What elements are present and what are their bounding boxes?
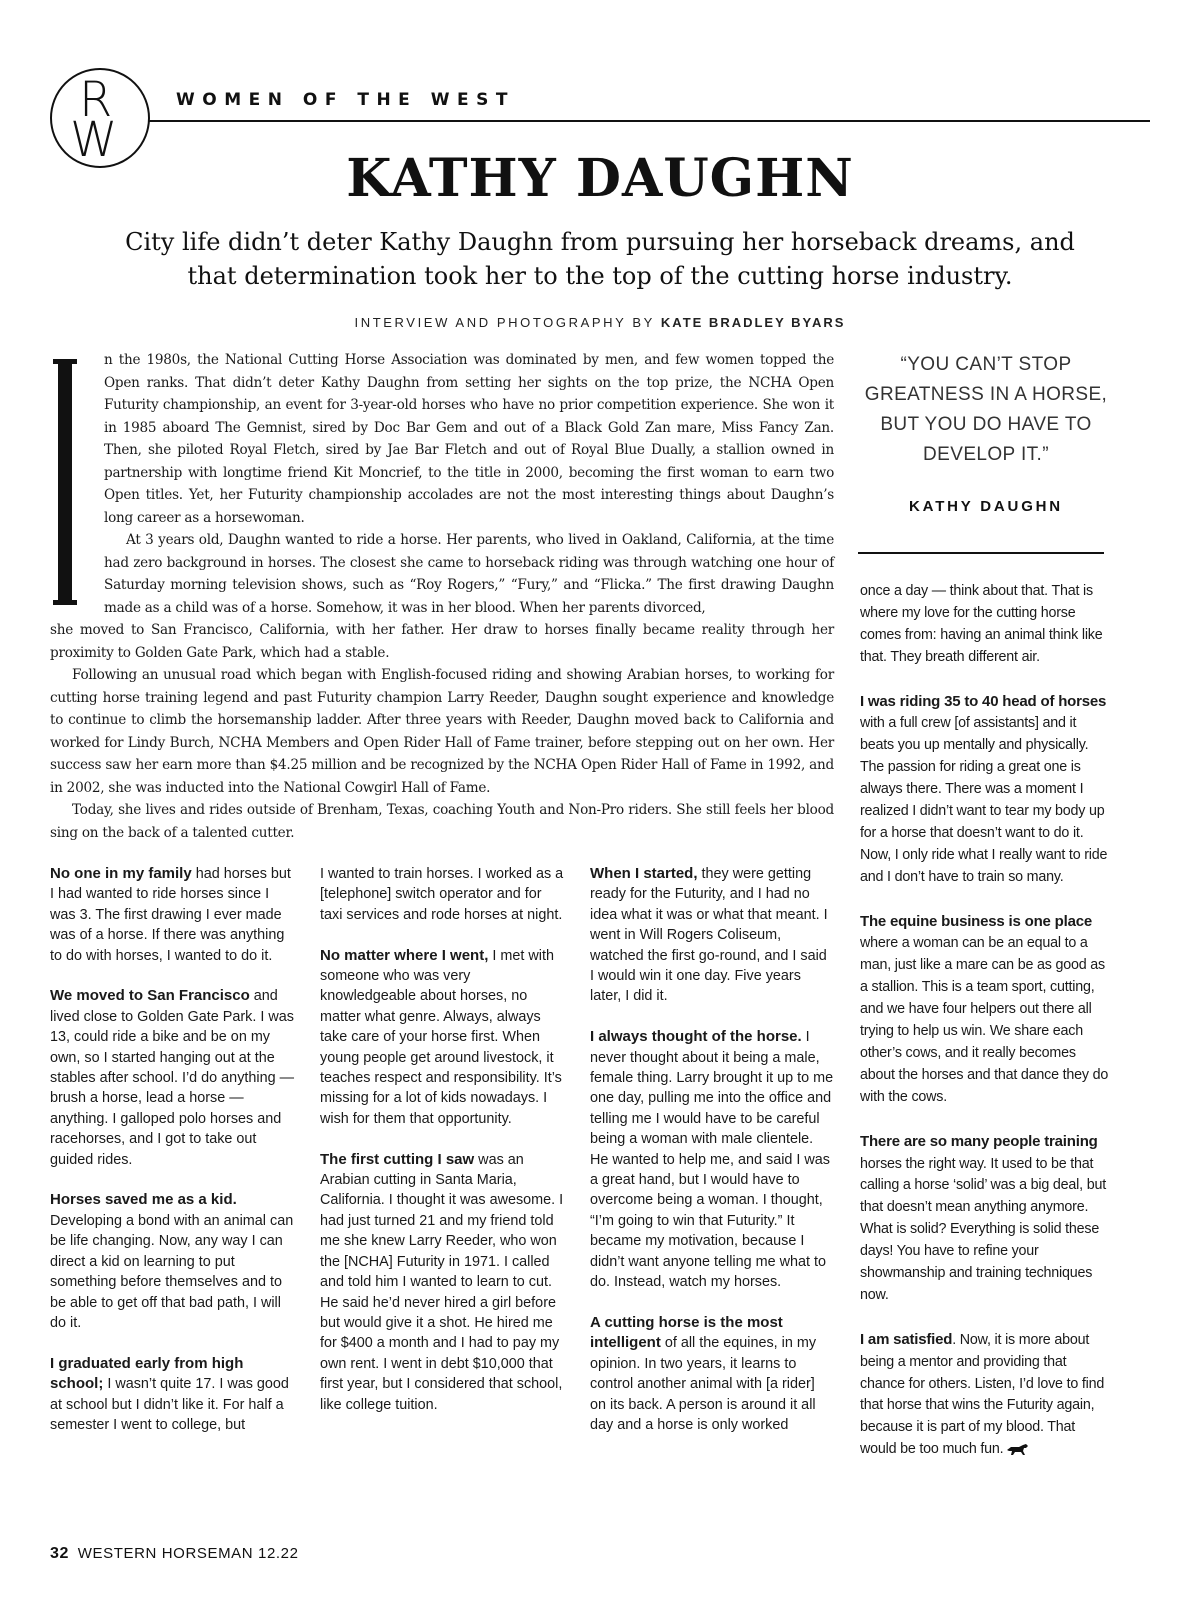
qa-text: . Now, it is more about being a mentor and providing that chance for others. Listen, I’d love to find that horse that wins the Futurity again, because it is part of my blood. That would be too much fun. [860,1331,1105,1458]
qa-lead: The equine business is one place [860,912,1093,930]
intro-paragraph-2-start: At 3 years old, Daughn wanted to ride a horse. Her parents, who lived in Oakland, California, at the time had zero background in horses. The closest she came to horseback riding was through watching one hour of Saturday morning television shows, such as “Roy Rogers,” “Fury,” and “Flicka.” The first drawing Daughn made as a child was of a horse. Somehow, it was in her blood. When her parents divorced, [104,532,834,616]
qa-paragraph [860,1329,1110,1461]
drop-cap-serif-top [53,359,77,364]
qa-paragraph [590,1313,834,1435]
qa-paragraph [590,864,834,1007]
qa-text: of all the equines, in my opinion. In two years, it learns to control another animal with [a rider] on its back. A person is around it all day and a horse is only worked [590,1335,817,1433]
qa-column-2 [320,864,564,1435]
logo-letter-w: W [70,112,118,168]
qa-text: Developing a bond with an animal can be life changing. Now, any way I can direct a kid on learning to put something before themselves and to be able to get off that bad path, I will do it. [50,1212,294,1331]
qa-text: and lived close to Golden Gate Park. I was 13, could ride a bike and be on my own, so I started hanging out at the stables after school. I’d do anything — brush a horse, lead a horse — anything. I galloped polo horses and racehorses, and I got to take out guided rides. [50,988,294,1168]
section-label: WOMEN OF THE WEST [176,90,515,110]
intro-paragraph-1: n the 1980s, the National Cutting Horse Association was dominated by men, and few women topped the Open ranks. That didn’t deter Kathy Daughn from setting her sights on the top prize, the NCHA Open Futurity championship, an event for 3-year-old horses who have no prior competition experience. She won it in 1985 aboard The Gemnist, sired by Doc Bar Gem and out of a Black Gold Zan mare, Miss Fancy Zan. Then, she piloted Royal Fletch, sired by Jae Bar Fletch and out of Royal Blue Dually, a stallion owned in partnership with longtime friend Kit Moncrief, to the title in 2000, becoming the first woman to earn two Open titles. Yet, her Futurity championship accolades are not the most interesting things about Daughn’s long career as a horsewoman. [104,352,834,526]
qa-text: they were getting ready for the Futurity, and I had no idea what it was or what that meant. I went in Will Rogers Coliseum, watched the first go-round, and I said I would win it one day. Five years later, I did it. [590,866,828,1005]
qa-text: I never thought about it being a male, female thing. Larry brought it up to me one day, pulling me into the office and telling me I would have to be careful being a woman with male clientele. He wanted to help me, and said I was a great hand, but I would have to overcome being a woman. I thought, “I’m going to win that Futurity.” It became my motivation, because I didn’t want anyone telling me what to do. Instead, watch my horses. [590,1029,834,1291]
logo-letter-r: R [79,72,113,128]
qa-text: I wasn’t quite 17. I was good at school but I didn’t like it. For half a semester I went to college, but [50,1376,289,1433]
qa-lead: We moved to San Francisco [50,987,250,1005]
qa-column-4 [860,580,1110,1483]
drop-cap-serif-bottom [53,600,77,605]
qa-paragraph [50,864,294,966]
pull-quote-rule [858,552,1104,554]
byline-author: KATE BRADLEY BYARS [660,315,846,330]
qa-lead: There are so many people training [860,1132,1098,1150]
qa-text: I wanted to train horses. I worked as a [telephone] switch operator and for taxi services and rode horses at night. [320,866,564,923]
qa-lead: I was riding 35 to 40 head of horses [860,692,1107,710]
qa-lead: A cutting horse is the most intelligent [590,1313,783,1352]
qa-lead: I am satisfied [860,1330,953,1348]
byline [0,315,1200,330]
qa-paragraph [860,580,1110,669]
qa-lead: I always thought of the horse. [590,1028,802,1046]
qa-lead: No matter where I went, [320,946,489,964]
qa-paragraph [320,946,564,1130]
qa-paragraph [860,911,1110,1109]
qa-paragraph [860,1131,1110,1307]
qa-column-1 [50,864,294,1456]
article-subtitle: City life didn’t deter Kathy Daughn from pursuing her horseback dreams, and that determination took her to the top of the cutting horse industry. [125,228,1075,290]
qa-lead: I graduated early from high school; [50,1354,244,1393]
qa-paragraph [860,691,1110,889]
magazine-name: WESTERN HORSEMAN [77,1545,254,1562]
intro-paragraph-3: Following an unusual road which began with English-focused riding and showing Arabian horses, to working for cutting horse training legend and past Futurity champion Larry Reeder, Daughn sought experience and knowledge to continue to climb the horsemanship ladder. After three years with Reeder, Daughn moved back to California and worked for Lindy Burch, NCHA Members and Open Rider Hall of Fame trainer, before stepping out on her own. Her success saw her earn more than $4.25 million and be recognized by the NCHA Open Rider Hall of Fame in 1992, and in 2002, she was inducted into the National Cowgirl Hall of Fame. [50,667,834,796]
header-rule [148,120,1150,122]
qa-paragraph [590,1027,834,1292]
byline-prefix: INTERVIEW AND PHOTOGRAPHY BY [354,315,655,330]
qa-paragraph [50,1354,294,1436]
qa-paragraph [320,864,564,925]
qa-lead: The first cutting I saw [320,1150,475,1168]
pull-quote-attribution: KATHY DAUGHN [909,498,1063,515]
horse-end-mark-icon [1005,1443,1031,1457]
qa-lead: When I started, [590,865,698,882]
intro-paragraph-2-end: she moved to San Francisco, California, with her father. Her draw to horses finally became reality through her proximity to Golden Gate Park, which had a stable. [50,622,834,661]
pull-quote: “YOU CAN’T STOP GREATNESS IN A HORSE, BUT YOU DO HAVE TO DEVELOP IT.” [864,354,1108,465]
article-title: KATHY DAUGHN [346,148,854,209]
intro-paragraph-4: Today, she lives and rides outside of Brenham, Texas, coaching Youth and Non-Pro riders. She still feels her blood sing on the back of a talented cutter. [50,802,834,841]
intro-block-upper [104,349,834,619]
qa-column-3 [590,864,834,1456]
qa-paragraph [320,1150,564,1415]
page-number: 32 [50,1545,69,1562]
qa-text: I met with someone who was very knowledgeable about horses, no matter what genre. Always, always take care of your horse first. When young people get around livestock, it teaches respect and responsibility. It’s missing for a lot of kids nowadays. I wish for them that opportunity. [320,947,562,1127]
intro-block-lower [50,619,834,844]
qa-text: once a day — think about that. That is where my love for the cutting horse comes from: having an animal think like that. They breath different air. [860,583,1103,665]
qa-text: where a woman can be an equal to a man, just like a mare can be as good as a stallion. This is a team sport, cutting, and we have four helpers out there all trying to help us win. We share each other’s cows, and it really becomes about the horses and that dance they do with the cows. [860,935,1109,1105]
qa-lead: No one in my family [50,865,192,882]
qa-text: horses the right way. It used to be that calling a horse ‘solid’ was a big deal, but that doesn’t mean anything anymore. What is solid? Everything is solid these days! You have to refine your showmanship and training techniques now. [860,1155,1106,1303]
qa-paragraph [50,986,294,1170]
qa-lead: Horses saved me as a kid. [50,1191,237,1209]
qa-paragraph [50,1190,294,1333]
issue-date: 12.22 [258,1545,299,1562]
drop-cap [58,362,72,604]
qa-text: with a full crew [of assistants] and it beats you up mentally and physically. The passion for riding a great one is always there. There was a moment I realized I didn’t want to tear my body up for a horse that doesn’t want to do it. Now, I only ride what I really want to ride and I don’t have to train so many. [860,715,1108,885]
qa-text: was an Arabian cutting in Santa Maria, California. I thought it was awesome. I had just turned 21 and my friend told me she knew Larry Reeder, who won the [NCHA] Futurity in 1971. I called and told him I wanted to learn to cut. He said he’d never hired a girl before but would give it a shot. He hired me for $400 a month and I had to pay my own rent. I went in debt $10,000 that first year, but I considered that school, like college tuition. [320,1151,564,1413]
qa-text: had horses but I had wanted to ride horses since I was 3. The first drawing I ever made was of a horse. If there was anything to do with horses, I wanted to do it. [50,866,291,964]
page-footer [50,1545,299,1563]
